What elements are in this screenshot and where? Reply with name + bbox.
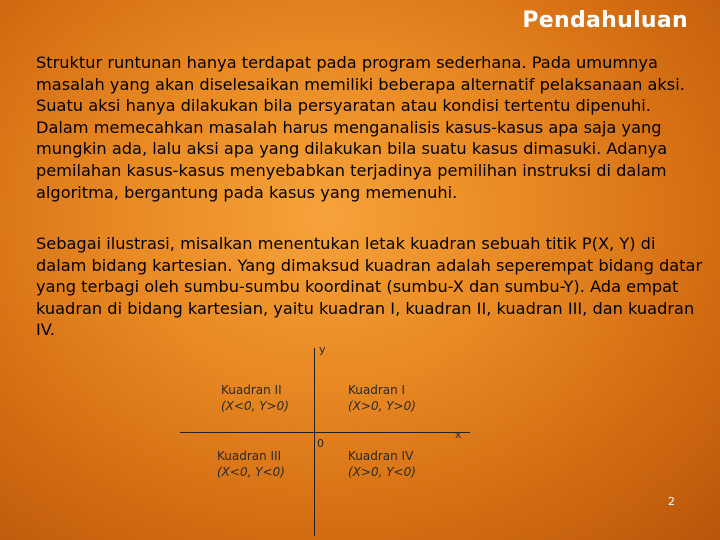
y-axis	[314, 348, 315, 536]
slide-title: Pendahuluan	[522, 8, 688, 33]
quadrant-4-condition: (X>0, Y<0)	[348, 465, 416, 479]
quadrant-4-name: Kuadran IV	[348, 449, 414, 463]
quadrant-1-name: Kuadran I	[348, 383, 406, 397]
page-number: 2	[668, 495, 675, 508]
x-axis-label: x	[455, 428, 462, 441]
quadrant-2-label	[221, 382, 289, 414]
quadrant-2-condition: (X<0, Y>0)	[221, 399, 289, 413]
quadrant-1-condition: (X>0, Y>0)	[348, 399, 416, 413]
quadrant-3-label	[217, 448, 285, 480]
y-axis-label: y	[319, 343, 326, 356]
quadrant-1-label	[348, 382, 416, 414]
quadrant-3-name: Kuadran III	[217, 449, 282, 463]
quadrant-3-condition: (X<0, Y<0)	[217, 465, 285, 479]
illustration-paragraph: Sebagai ilustrasi, misalkan menentukan letak kuadran sebuah titik P(X, Y) di dalam bidang kartesian. Yang dimaksud kuadran adalah seperempat bidang datar yang terbagi oleh sumbu-sumbu koordinat (sumbu-X dan sumbu-Y). Ada empat kuadran di bidang kartesian, yaitu kuadran I, kuadran II, kuadran III, dan kuadran IV.	[36, 234, 703, 340]
quadrant-4-label	[348, 448, 416, 480]
x-axis	[180, 432, 470, 433]
quadrant-2-name: Kuadran II	[221, 383, 282, 397]
intro-paragraph: Struktur runtunan hanya terdapat pada program sederhana. Pada umumnya masalah yang akan diselesaikan memiliki beberapa alternatif pelaksanaan aksi. Suatu aksi hanya dilakukan bila persyaratan atau kondisi tertentu dipenuhi. Dalam memecahkan masalah harus menganalisis kasus-kasus apa saja yang mungkin ada, lalu aksi apa yang dilakukan bila suatu kasus dimasuki. Adanya pemilahan kasus-kasus menyebabkan terjadinya pemilihan instruksi di dalam algoritma, bergantung pada kasus yang memenuhi.	[36, 53, 685, 202]
origin-label: 0	[317, 437, 324, 450]
